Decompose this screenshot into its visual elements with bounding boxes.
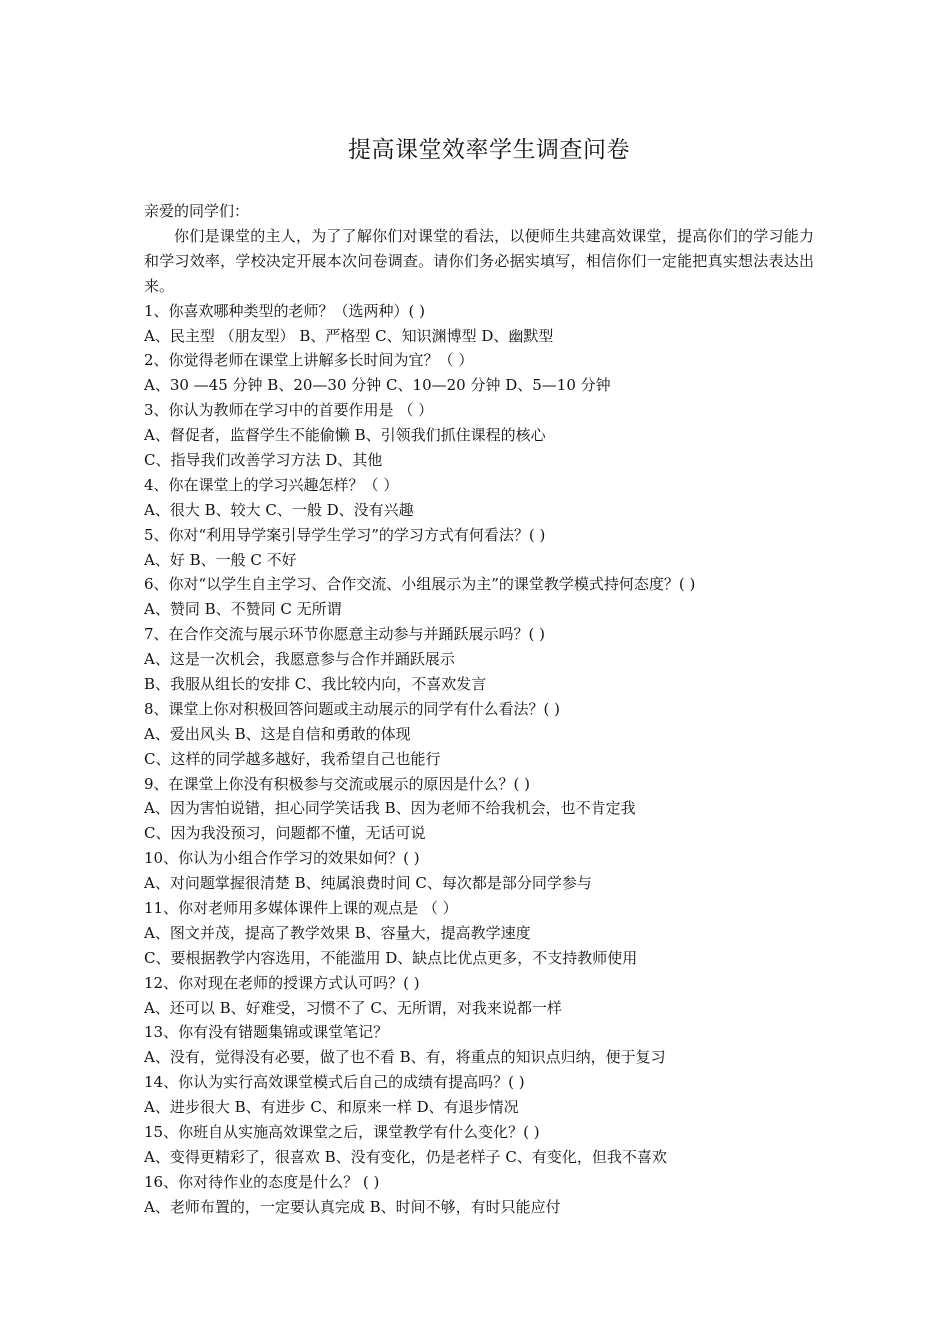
answer-options-line: A、赞同 B、不赞同 C 无所谓: [144, 600, 342, 619]
question-line: 16、你对待作业的态度是什么？ ( ): [144, 1172, 380, 1191]
answer-options-line: A、因为害怕说错，担心同学笑话我 B、因为老师不给我机会，也不肯定我: [144, 799, 636, 818]
answer-options-line: A、变得更精彩了，很喜欢 B、没有变化，仍是老样子 C、有变化，但我不喜欢: [144, 1147, 667, 1166]
question-line: 9、在课堂上你没有积极参与交流或展示的原因是什么？( ): [144, 774, 531, 793]
question-line: 4、你在课堂上的学习兴趣怎样？（ ）: [144, 475, 399, 494]
document-body: [144, 199, 814, 1220]
answer-options-line: A、督促者，监督学生不能偷懒 B、引领我们抓住课程的核心: [144, 426, 546, 445]
answer-options-line: A、民主型 （朋友型） B、严格型 C、知识渊博型 D、幽默型: [144, 326, 554, 345]
question-line: 8、课堂上你对积极回答问题或主动展示的同学有什么看法？( ): [144, 699, 561, 718]
answer-options-line: A、进步很大 B、有进步 C、和原来一样 D、有退步情况: [144, 1098, 519, 1117]
answer-options-line: A、很大 B、较大 C、一般 D、没有兴趣: [144, 500, 414, 519]
answer-options-line: C、因为我没预习，问题都不懂，无话可说: [144, 824, 426, 843]
answer-options-line: A、对问题掌握很清楚 B、纯属浪费时间 C、每次都是部分同学参与: [144, 874, 592, 893]
answer-options-line: A、图文并茂，提高了教学效果 B、容量大，提高教学速度: [144, 923, 531, 942]
question-line: 7、在合作交流与展示环节你愿意主动参与并踊跃展示吗？( ): [144, 625, 546, 644]
intro-paragraph: 你们是课堂的主人，为了了解你们对课堂的看法，以便师生共建高效课堂，提高你们的学习能力和学习效率，学校决定开展本次问卷调查。请你们务必据实填写，相信你们一定能把真实想法表达出来。: [144, 226, 814, 295]
question-line: 1、你喜欢哪种类型的老师？（选两种）( ): [144, 301, 426, 320]
question-line: 6、你对“以学生自主学习、合作交流、小组展示为主”的课堂教学模式持何态度？( ): [144, 575, 696, 594]
answer-options-line: A、这是一次机会，我愿意参与合作并踊跃展示: [144, 650, 455, 669]
question-line: 13、你有没有错题集锦或课堂笔记？: [144, 1023, 389, 1042]
answer-options-line: A、爱出风头 B、这是自信和勇敢的体现: [144, 724, 411, 743]
answer-options-line: A、30 —45 分钟 B、20—30 分钟 C、10—20 分钟 D、5—10 分钟: [144, 376, 611, 395]
answer-options-line: C、这样的同学越多越好，我希望自己也能行: [144, 749, 441, 768]
greeting: 亲爱的同学们：: [144, 202, 250, 220]
question-line: 14、你认为实行高效课堂模式后自己的成绩有提高吗？( ): [144, 1073, 525, 1092]
answer-options-line: A、没有，觉得没有必要，做了也不看 B、有，将重点的知识点归纳，便于复习: [144, 1048, 666, 1067]
question-line: 15、你班自从实施高效课堂之后，课堂教学有什么变化？( ): [144, 1123, 540, 1141]
answer-options-line: A、好 B、一般 C 不好: [144, 550, 297, 569]
question-line: 10、你认为小组合作学习的效果如何？( ): [144, 849, 420, 868]
question-line: 12、你对现在老师的授课方式认可吗？( ): [144, 973, 420, 992]
answer-options-line: B、我服从组长的安排 C、我比较内向，不喜欢发言: [144, 674, 487, 693]
answer-options-line: C、要根据教学内容选用，不能滥用 D、缺点比优点更多，不支持教师使用: [144, 948, 638, 967]
answer-options-line: A、老师布置的，一定要认真完成 B、时间不够，有时只能应付: [144, 1197, 561, 1216]
question-line: 11、你对老师用多媒体课件上课的观点是 （ ）: [144, 898, 458, 917]
document-title: 提高课堂效率学生调查问卷: [348, 137, 630, 163]
question-line: 2、你觉得老师在课堂上讲解多长时间为宜？（ ）: [144, 351, 474, 370]
question-list: [144, 299, 814, 1220]
question-line: 5、你对“利用导学案引导学生学习”的学习方式有何看法？( ): [144, 525, 546, 544]
answer-options-line: C、指导我们改善学习方法 D、其他: [144, 450, 383, 469]
answer-options-line: A、还可以 B、好难受，习惯不了 C、无所谓，对我来说都一样: [144, 998, 562, 1017]
question-line: 3、你认为教师在学习中的首要作用是 （ ）: [144, 401, 434, 420]
